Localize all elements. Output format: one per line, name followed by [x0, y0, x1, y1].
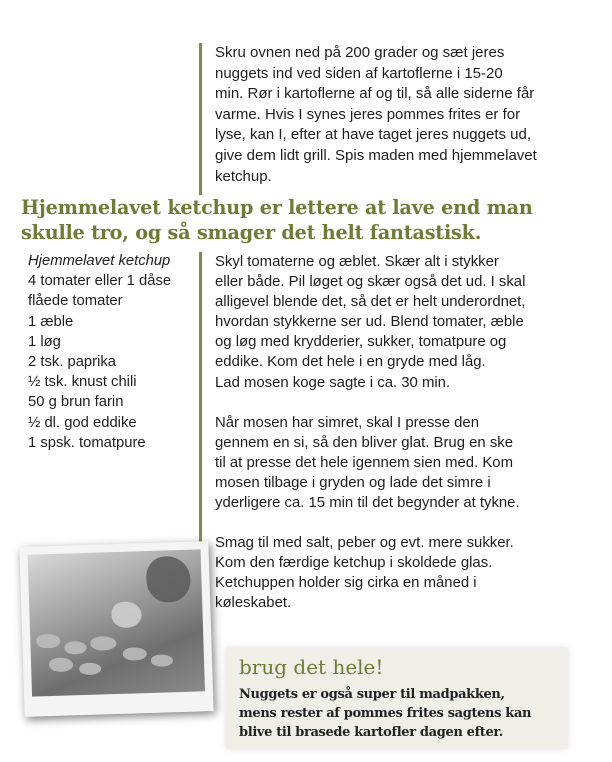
- kids-cooking-photo: [19, 541, 213, 717]
- ingredient-item: 4 tomater eller 1 dåse: [28, 273, 172, 290]
- method-paragraph: [215, 413, 584, 513]
- ingredient-item: 50 g brun farin: [28, 394, 124, 411]
- ingredient-item: 2 tsk. paprika: [28, 354, 117, 371]
- text-line: give dem lidt grill. Spis maden med hjemmelavet: [215, 146, 537, 164]
- text-line: Nuggets er også super til madpakken,: [239, 687, 505, 702]
- text-line: Lad mosen koge sagte i ca. 30 min.: [215, 374, 451, 391]
- text-line: alligevel blende det, så det er helt underordnet,: [215, 294, 526, 311]
- potato-piece: [90, 636, 116, 651]
- potato-piece: [123, 647, 147, 661]
- text-line: eller både. Pil løget og skær også det ud. I skal: [215, 274, 526, 291]
- ingredient-list: [28, 251, 203, 453]
- potato-piece: [49, 657, 73, 672]
- method-paragraph: [215, 533, 584, 613]
- text-line: Ketchuppen holder sig cirka en måned i: [215, 575, 477, 592]
- text-line: nuggets ind ved siden af kartoflerne i 15-20: [215, 64, 503, 82]
- text-line: og løg med krydderier, sukker, tomatpure og: [215, 334, 507, 351]
- text-line: Skyl tomaterne og æblet. Skær alt i stykker: [215, 254, 499, 270]
- method-paragraph: [215, 252, 584, 393]
- text-line: Når mosen har simret, skal I presse den: [215, 414, 479, 431]
- text-line: lyse, kan I, efter at have taget jeres nuggets ud,: [215, 126, 532, 144]
- potato-piece: [64, 641, 86, 655]
- headline-line: Hjemmelavet ketchup er lettere at lave end man: [21, 196, 533, 219]
- text-line: blive til brasede kartofler dagen efter.: [239, 725, 503, 740]
- photo-image: [28, 549, 205, 696]
- tip-box: [226, 647, 568, 749]
- text-line: varme. Hvis I synes jeres pommes frites er for: [215, 105, 521, 123]
- text-line: Smag til med salt, peber og evt. mere sukker.: [215, 535, 514, 552]
- text-line: min. Rør i kartoflerne af og til, så alle siderne får: [215, 85, 535, 103]
- text-line: eddike. Kom det hele i en gryde med låg.: [215, 354, 486, 371]
- ingredient-item: 1 spsk. tomatpure: [28, 434, 146, 451]
- text-line: gennem en si, så den bliver glat. Brug en ske: [215, 434, 513, 451]
- child-hand: [111, 601, 142, 628]
- text-line: Kom den færdige ketchup i skoldede glas.: [215, 555, 493, 572]
- tip-body: [239, 685, 561, 742]
- headline: [21, 196, 581, 246]
- method-text: [199, 252, 584, 614]
- ingredient-item: 1 løg: [28, 333, 61, 350]
- ingredient-item: 1 æble: [28, 313, 74, 330]
- intro-text: [199, 43, 584, 195]
- ingredient-item: ½ dl. god eddike: [28, 414, 137, 431]
- text-line: mens rester af pommes frites sagtens kan: [239, 706, 532, 721]
- potato-piece: [79, 663, 101, 676]
- text-line: hvordan stykkerne ser ud. Blend tomater, æble: [215, 314, 524, 331]
- headline-line: skulle tro, og så smager det helt fantastisk.: [21, 220, 482, 244]
- text-line: Skru ovnen ned på 200 grader og sæt jeres: [215, 44, 505, 61]
- tip-title: brug det hele!: [239, 655, 384, 679]
- ingredient-item: ½ tsk. knust chili: [28, 374, 137, 391]
- text-line: mosen tilbage i gryden og lade det simre i: [215, 474, 491, 491]
- potato-piece: [36, 634, 60, 649]
- text-line: ketchup.: [215, 167, 272, 185]
- text-line: yderligere ca. 15 min til det begynder at tykne.: [215, 495, 520, 512]
- ingredient-item: flåede tomater: [28, 293, 123, 310]
- text-line: køleskabet.: [215, 595, 292, 612]
- child-head: [146, 556, 191, 603]
- recipe-title: Hjemmelavet ketchup: [28, 253, 171, 269]
- text-line: til at presse det hele igennem sien med. Kom: [215, 454, 513, 471]
- potato-piece: [151, 654, 173, 667]
